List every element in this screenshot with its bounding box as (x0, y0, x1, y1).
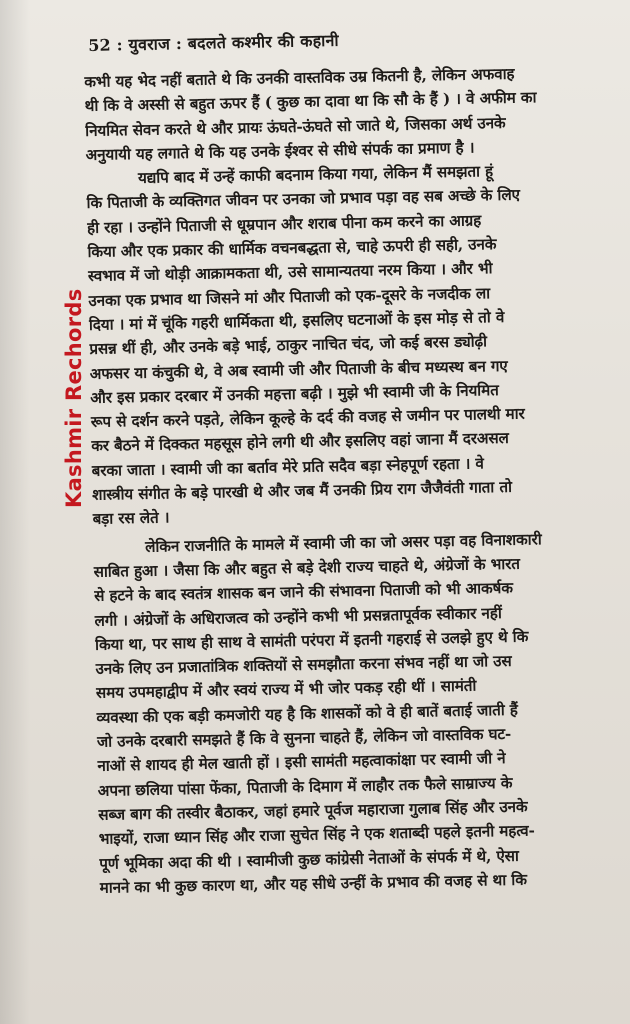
text-line: उनका एक प्रभाव था जिसने मां और पिताजी को एक-दूसरे के नजदीक ला (88, 283, 491, 310)
text-line: समय उपमहाद्वीप में और स्वयं राज्य में भी जोर पकड़ रही थीं । सामंती (95, 677, 477, 703)
text-line: किया था, पर साथ ही साथ वे सामंती परंपरा में इतनी गहराई से उलझे हुए थे कि (94, 627, 529, 654)
text-line: किया और एक प्रकार की धार्मिक वचनबद्धता से, चाहे ऊपरी ही सही, उनके (87, 235, 497, 262)
watermark: Kashmir Rechords (62, 288, 86, 508)
running-header: 52 : युवराज : बदलते कश्मीर की कहानी (88, 30, 339, 55)
text-line: नाओं से शायद ही मेल खाती हों । इसी सामंती महत्वाकांक्षा पर स्वामी जी ने (97, 749, 506, 776)
text-line: से हटने के बाद स्वतंत्र शासक बन जाने की संभावना पिताजी को भी आकर्षक (93, 579, 513, 606)
text-line: व्यवस्था की एक बड़ी कमजोरी यह है कि शासकों को वे ही बातें बताई जाती हैं (96, 700, 518, 727)
text-line: लगी । अंग्रेजों के अधिराजत्व को उन्होंने कभी भी प्रसन्नतापूर्वक स्वीकार नहीं (94, 603, 502, 630)
text-line: दिया । मां में चूंकि गहरी धार्मिकता थी, इसलिए घटनाओं के इस मोड़ से तो वे (88, 307, 505, 334)
text-line: बड़ा रस लेते । (92, 508, 170, 529)
text-line: अनुयायी यह लगाते थे कि यह उनके ईश्वर से सीधे संपर्क का प्रमाण है । (85, 138, 475, 164)
text-line: जो उनके दरबारी समझते हैं कि वे सुनना चाहते हैं, लेकिन जो वास्तविक घट- (96, 724, 512, 751)
text-line: रूप से दर्शन करने पड़ते, लेकिन कूल्हे के दर्द की वजह से जमीन पर पालथी मार (90, 404, 525, 432)
paragraph-start-line: लेकिन राजनीति के मामले में स्वामी जी का जो असर पड़ा वह विनाशकारी (144, 529, 542, 556)
text-line: थी कि वे अस्सी से बहुत ऊपर हैं ( कुछ का दावा था कि सौ के हैं ) । वे अफीम का (84, 88, 537, 116)
text-line: अफसर या कंचुकी थे, वे अब स्वामी जी और पिताजी के बीच मध्यस्थ बन गए (89, 356, 508, 383)
text-line: साबित हुआ । जैसा कि और बहुत से बड़े देशी राज्य चाहते थे, अंग्रेजों के भारत (93, 554, 520, 581)
text-line: सब्ज बाग की तस्वीर बैठाकर, जहां हमारे पूर्वज महाराजा गुलाब सिंह और उनके (98, 797, 528, 824)
text-line: स्वभाव में जो थोड़ी आक्रामकता थी, उसे सामान्यतया नरम किया । और भी (87, 259, 493, 286)
text-line: कभी यह भेद नहीं बताते थे कि उनकी वास्तविक उम्र कितनी है, लेकिन अफवाह (84, 64, 515, 91)
text-line: कर बैठने में दिक्कत महसूस होने लगी थी और इसलिए वहां जाना मैं दरअसल (91, 429, 509, 456)
body-text (84, 60, 612, 900)
text-line: कि पिताजी के व्यक्तिगत जीवन पर उनका जो प्रभाव पड़ा वह सब अच्छे के लिए (86, 186, 521, 213)
text-line: अपना छलिया पांसा फेंका, पिताजी के दिमाग में लाहौर तक फैले साम्राज्य के (97, 773, 513, 800)
text-line: और इस प्रकार दरबार में उनकी महत्ता बढ़ी । मुझे भी स्वामी जी के नियमित (90, 380, 499, 407)
paragraph-start-line: यद्यपि बाद में उन्हें काफी बदनाम किया गया, लेकिन मैं समझता हूं (137, 162, 494, 188)
text-line: बरका जाता । स्वामी जी का बर्ताव मेरे प्रति सदैव बड़ा स्नेहपूर्ण रहता । वे (91, 454, 484, 480)
text-line: प्रसन्न थीं ही, और उनके बड़े भाई, ठाकुर नाचित चंद, जो कई बरस ड्योढ़ी (89, 332, 488, 359)
text-line: उनके लिए उन प्रजातांत्रिक शक्तियों से समझौता करना संभव नहीं था जो उस (95, 652, 512, 679)
text-line: ही रहा । उन्होंने पिताजी से धूम्रपान और शराब पीना कम करने का आग्रह (86, 211, 482, 237)
text-line: मानने का भी कुछ कारण था, और यह सीधे उन्हीं के प्रभाव की वजह से था कि (99, 870, 527, 897)
text-line: पूर्ण भूमिका अदा की थी । स्वामीजी कुछ कांग्रेसी नेताओं के संपर्क में थे, ऐसा (99, 846, 519, 873)
text-line: नियमित सेवन करते थे और प्रायः ऊंघते-ऊंघते सो जाते थे, जिसका अर्थ उनके (84, 113, 506, 140)
text-line: शास्त्रीय संगीत के बड़े पारखी थे और जब मैं उनकी प्रिय राग जैजैवंती गाता तो (91, 477, 513, 504)
text-line: भाइयों, राजा ध्यान सिंह और राजा सुचेत सिंह ने एक शताब्दी पहले इतनी महत्व- (98, 821, 535, 849)
